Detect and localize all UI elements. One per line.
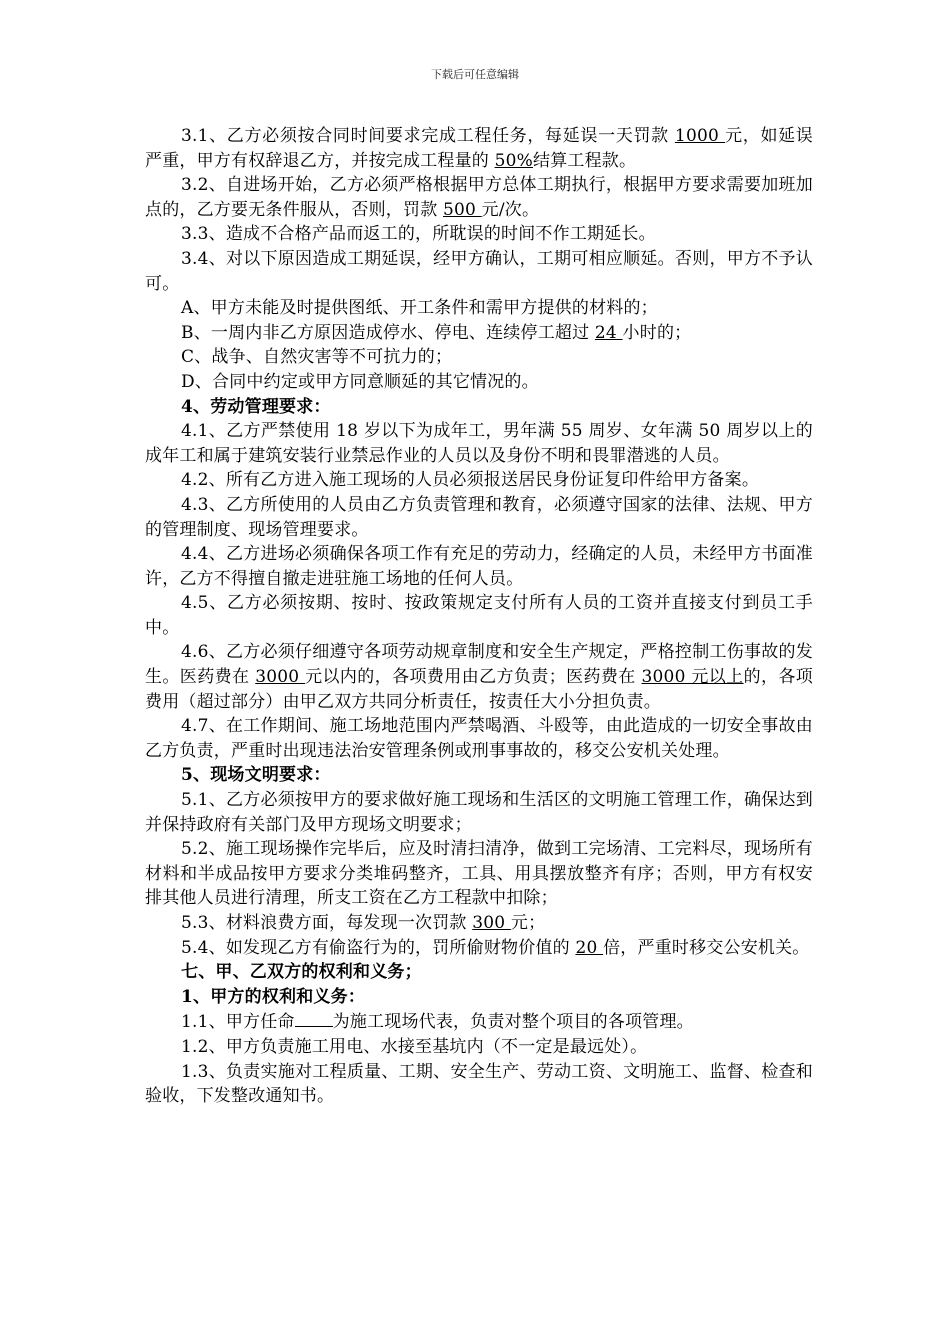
text-run: 小时的； (622, 322, 692, 343)
paragraph (145, 419, 813, 468)
section-heading (145, 395, 813, 420)
text-run: 4.1、乙方严禁使用 18 岁以下为成年工，男年满 55 周岁、女年满 50 周岁以上的成年工和属于建筑安装行业禁忌作业的人员以及身份不明和畏罪潜逃的人员。 (145, 421, 813, 466)
paragraph (145, 640, 813, 714)
paragraph (145, 936, 813, 961)
text-run: 的，各项费用（超过部分）由甲乙双方共同分析责任，按责任大小分担负责。 (145, 667, 813, 712)
text-run: 5.2、施工现场操作完毕后，应及时清扫清净，做到工完场清、工完料尽，现场所有材料和半成品按甲方要求分类堆码整齐，工具、用具摆放整齐有序；否则，甲方有权安排其他人员进行清理，所支工资在乙方工程款中扣除； (145, 839, 813, 909)
paragraph (145, 321, 813, 346)
paragraph (145, 345, 813, 370)
text-run: 3.4、对以下原因造成工期延误，经甲方确认，工期可相应顺延。否则，甲方不予认可。 (145, 248, 813, 294)
underlined-value: 3000 (255, 667, 306, 688)
text-run: 元； (510, 913, 546, 933)
text-run: 4.2、所有乙方进入施工现场的人员必须报送居民身份证复印件给甲方备案。 (181, 470, 760, 491)
underlined-value: 1000 (674, 126, 726, 146)
text-run: 3.2、自进场开始，乙方必须严格根据甲方总体工期执行，根据甲方要求需要加班加点的，乙方要无条件服从，否则，罚款 (145, 175, 813, 220)
paragraph (145, 542, 813, 591)
text-run: 结算工程款。 (533, 150, 637, 171)
section-heading (145, 985, 813, 1010)
section-heading (145, 763, 813, 788)
paragraph (145, 1060, 813, 1109)
paragraph (145, 468, 813, 493)
text-run: 元，如延误严重，甲方有权辞退乙方，并按完成工程量的 (145, 126, 814, 171)
underlined-value: 3000 元以上 (641, 667, 744, 688)
text-run: 4.6、乙方必须仔细遵守各项劳动规章制度和安全生产规定，严格控制工伤事故的发生。医药费在 (145, 642, 813, 688)
underlined-value: 20 (575, 937, 604, 958)
underlined-value: 24 (594, 322, 623, 343)
underlined-value: 300 (472, 913, 511, 933)
text-run: 5、现场文明要求： (181, 765, 331, 786)
text-run: 七、甲、乙双方的权利和义务； (181, 962, 422, 983)
paragraph (145, 222, 813, 247)
text-run: 3.3、造成不合格产品而返工的，所耽误的时间不作工期延长。 (181, 224, 656, 245)
underlined-value: 50% (494, 150, 533, 171)
paragraph (145, 296, 813, 321)
text-run: D、合同中约定或甲方同意顺延的其它情况的。 (181, 371, 539, 392)
paragraph (145, 1009, 813, 1035)
text-run: 倍，严重时移交公安机关。 (603, 937, 810, 958)
text-run: 4.4、乙方进场必须确保各项工作有充足的劳动力，经确定的人员，未经甲方书面准许，乙方不得擅自撤走进驻施工场地的任何人员。 (145, 544, 813, 589)
paragraph (145, 370, 813, 395)
blank-field (295, 1009, 333, 1027)
text-run: 5.3、材料浪费方面，每发现一次罚款 (181, 913, 473, 933)
text-run: B、一周内非乙方原因造成停水、停电、连续停工超过 (181, 322, 595, 343)
text-run: 5.1、乙方必须按甲方的要求做好施工现场和生活区的文明施工管理工作，确保达到并保持政府有关部门及甲方现场文明要求； (145, 790, 813, 835)
text-run: 元/次。 (481, 199, 540, 220)
text-run: A、甲方未能及时提供图纸、开工条件和需甲方提供的材料的； (181, 298, 658, 319)
text-run: 4.3、乙方所使用的人员由乙方负责管理和教育，必须遵守国家的法律、法规、甲方的管理制度、现场管理要求。 (145, 494, 813, 540)
paragraph (145, 173, 813, 222)
text-run: 为施工现场代表，负责对整个项目的各项管理。 (332, 1012, 694, 1033)
text-run: 4.7、在工作期间、施工场地范围内严禁喝酒、斗殴等，由此造成的一切安全事故由乙方负责，严重时出现违法治安管理条例或刑事事故的，移交公安机关处理。 (145, 716, 813, 761)
paragraph (145, 591, 813, 640)
paragraph (145, 124, 813, 173)
text-run: 3.1、乙方必须按合同时间要求完成工程任务，每延误一天罚款 (181, 126, 675, 146)
underlined-value: 500 (443, 199, 482, 220)
text-run: 1.1、甲方任命 (181, 1012, 295, 1033)
text-run: 1、甲方的权利和义务： (181, 986, 366, 1007)
text-run: 1.2、甲方负责施工用电、水接至基坑内（不一定是最远处）。 (181, 1036, 648, 1057)
text-run: C、战争、自然灾害等不可抗力的； (181, 347, 453, 368)
paragraph (145, 788, 813, 837)
paragraph (145, 1035, 813, 1060)
paragraph (145, 911, 813, 936)
page-header: 下载后可任意编辑 (431, 68, 519, 81)
text-run: 元以内的，各项费用由乙方负责；医药费在 (305, 667, 642, 688)
paragraph (145, 714, 813, 763)
section-heading (145, 960, 813, 985)
text-run: 5.4、如发现乙方有偷盗行为的，罚所偷财物价值的 (181, 937, 576, 958)
paragraph (145, 493, 813, 542)
text-run: 4、劳动管理要求： (181, 396, 331, 417)
text-run: 4.5、乙方必须按期、按时、按政策规定支付所有人员的工资并直接支付到员工手中。 (145, 593, 813, 638)
document-body (145, 124, 813, 1109)
paragraph (145, 247, 813, 296)
text-run: 1.3、负责实施对工程质量、工期、安全生产、劳动工资、文明施工、监督、检查和验收，下发整改通知书。 (145, 1061, 813, 1107)
paragraph (145, 837, 813, 911)
